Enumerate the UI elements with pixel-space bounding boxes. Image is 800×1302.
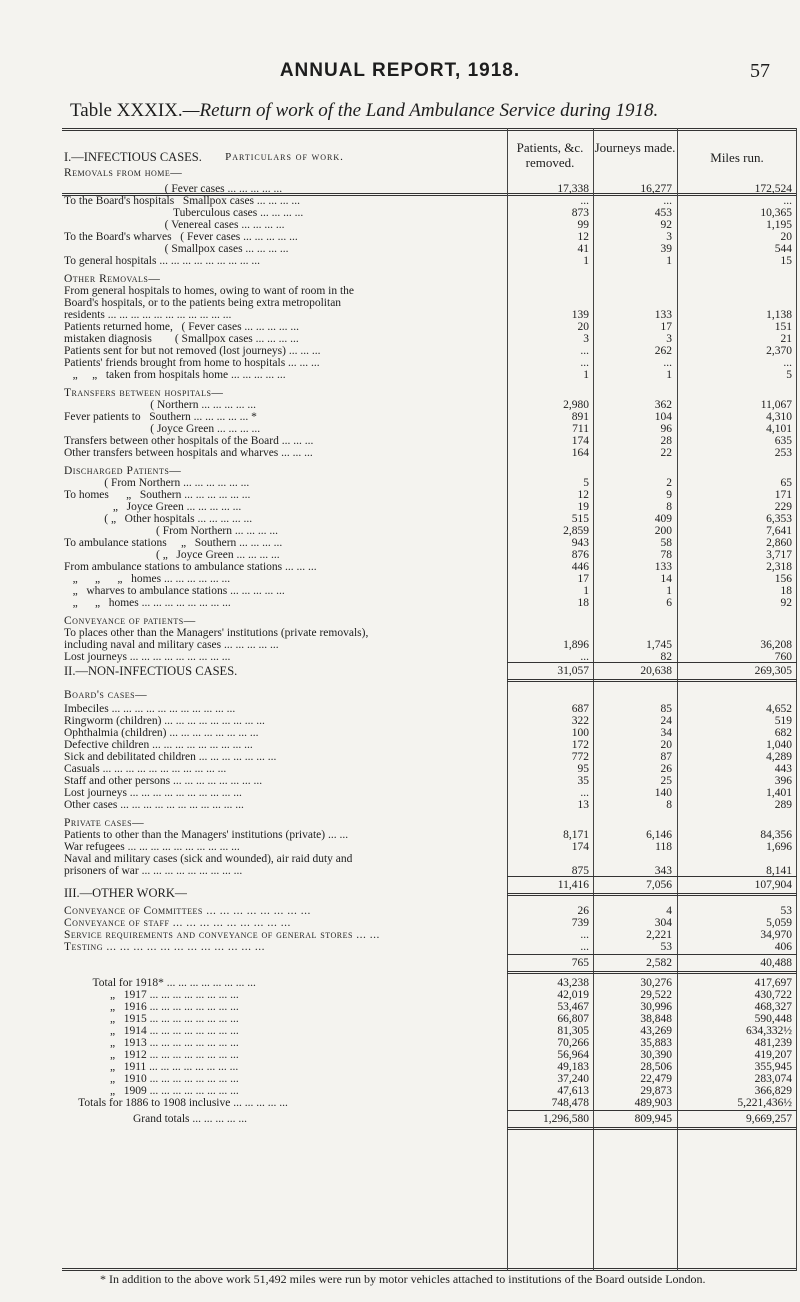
journeys-value: 3 bbox=[666, 333, 672, 345]
patients-value: 35 bbox=[577, 775, 589, 787]
row-label: „ 1911 ... ... ... ... ... ... ... ... bbox=[64, 1061, 239, 1073]
journeys-value: 2,221 bbox=[646, 929, 672, 941]
miles-value: 269,305 bbox=[754, 665, 792, 677]
row-label: War refugees ... ... ... ... ... ... ... ... ... ... bbox=[64, 841, 240, 853]
miles-value: 229 bbox=[774, 501, 792, 513]
row-label: To places other than the Managers' institutions (private removals), bbox=[64, 627, 369, 639]
row-label: Naval and military cases (sick and wounded), air raid duty and bbox=[64, 853, 353, 865]
patients-value: 3 bbox=[583, 333, 589, 345]
row-label: Fever patients to Southern ... ... ... ... ... * bbox=[64, 411, 257, 423]
journeys-value: 262 bbox=[654, 345, 672, 357]
miles-value: ... bbox=[783, 195, 792, 207]
journeys-value: 200 bbox=[654, 525, 672, 537]
journeys-value: 489,903 bbox=[634, 1097, 672, 1109]
row-label: I.—INFECTIOUS CASES. bbox=[64, 150, 202, 164]
journeys-value: 2,582 bbox=[646, 957, 672, 969]
patients-value: 446 bbox=[571, 561, 589, 573]
patients-value: ... bbox=[580, 345, 589, 357]
journeys-value: 43,269 bbox=[640, 1025, 672, 1037]
row-label: To the Board's hospitals Smallpox cases ... ... ... ... bbox=[64, 195, 301, 207]
miles-value: 635 bbox=[774, 435, 792, 447]
patients-value: 1,896 bbox=[563, 639, 589, 651]
row-label: „ „ homes ... ... ... ... ... ... ... ... bbox=[64, 597, 231, 609]
miles-value: 5 bbox=[786, 369, 792, 381]
patients-value: 70,266 bbox=[557, 1037, 589, 1049]
row-label: prisoners of war ... ... ... ... ... ... ... ... ... bbox=[64, 865, 243, 877]
journeys-value: 20,638 bbox=[640, 665, 672, 677]
miles-value: 7,641 bbox=[766, 525, 792, 537]
row-label: „ „ taken from hospitals home ... ... ... ... ... bbox=[64, 369, 286, 381]
journeys-value: 9 bbox=[666, 489, 672, 501]
patients-value: 172 bbox=[571, 739, 589, 751]
journeys-value: 78 bbox=[660, 549, 672, 561]
miles-value: 84,356 bbox=[760, 829, 792, 841]
row-label: „ wharves to ambulance stations ... ... ... ... ... bbox=[64, 585, 285, 597]
miles-value: 283,074 bbox=[754, 1073, 792, 1085]
row-label: III.—OTHER WORK— bbox=[64, 886, 188, 900]
row-label: Ringworm (children) ... ... ... ... ... ... ... ... ... bbox=[64, 715, 265, 727]
journeys-value: 25 bbox=[660, 775, 672, 787]
journeys-value: 20 bbox=[660, 739, 672, 751]
miles-value: 366,829 bbox=[754, 1085, 792, 1097]
miles-value: 3,717 bbox=[766, 549, 792, 561]
journeys-value: 53 bbox=[660, 941, 672, 953]
miles-value: 2,860 bbox=[766, 537, 792, 549]
journeys-value: 8 bbox=[666, 799, 672, 811]
patients-value: 12 bbox=[577, 231, 589, 243]
journeys-value: 29,873 bbox=[640, 1085, 672, 1097]
journeys-value: 96 bbox=[660, 423, 672, 435]
miles-value: 544 bbox=[774, 243, 792, 255]
table-bottom-rule bbox=[62, 1268, 797, 1271]
patients-value: 748,478 bbox=[551, 1097, 589, 1109]
column-header-journeys: Journeys made. bbox=[594, 140, 676, 155]
row-label: From ambulance stations to ambulance stations ... ... ... bbox=[64, 561, 317, 573]
row-label: To the Board's wharves ( Fever cases ... ... ... ... ... bbox=[64, 231, 298, 243]
row-label: From general hospitals to homes, owing to want of room in the bbox=[64, 285, 355, 297]
miles-value: 156 bbox=[774, 573, 792, 585]
row-label: Conveyance of Committees ... ... ... ... ... ... ... ... bbox=[64, 905, 311, 917]
patients-value: ... bbox=[580, 929, 589, 941]
table-caption bbox=[70, 100, 658, 122]
journeys-value: 1 bbox=[666, 255, 672, 267]
row-label: „ 1910 ... ... ... ... ... ... ... ... bbox=[64, 1073, 239, 1085]
row-label: Totals for 1886 to 1908 inclusive ... ... ... ... ... bbox=[64, 1097, 288, 1109]
journeys-value: 118 bbox=[655, 841, 672, 853]
journeys-value: 133 bbox=[654, 309, 672, 321]
patients-value: ... bbox=[580, 787, 589, 799]
miles-value: 1,138 bbox=[766, 309, 792, 321]
row-label: To general hospitals ... ... ... ... ... ... ... ... ... bbox=[64, 255, 260, 267]
patients-value: 1 bbox=[583, 369, 589, 381]
miles-value: 519 bbox=[774, 715, 792, 727]
row-label: Other Removals— bbox=[64, 273, 161, 285]
miles-value: 171 bbox=[774, 489, 792, 501]
miles-value: 6,353 bbox=[766, 513, 792, 525]
miles-value: 443 bbox=[774, 763, 792, 775]
miles-value: 2,318 bbox=[766, 561, 792, 573]
patients-value: 56,964 bbox=[557, 1049, 589, 1061]
row-label: Patients sent for but not removed (lost journeys) ... ... ... bbox=[64, 345, 321, 357]
row-label: Lost journeys ... ... ... ... ... ... ... ... ... bbox=[64, 651, 231, 663]
patients-value: 322 bbox=[571, 715, 589, 727]
row-label: ( „ Other hospitals ... ... ... ... ... bbox=[64, 513, 253, 525]
patients-value: 739 bbox=[571, 917, 589, 929]
patients-value: 11,416 bbox=[557, 879, 589, 891]
table-row bbox=[62, 596, 797, 610]
row-label: residents ... ... ... ... ... ... ... ... ... ... ... bbox=[64, 309, 232, 321]
table-row bbox=[62, 688, 797, 702]
miles-value: 65 bbox=[780, 477, 792, 489]
row-label: Other cases ... ... ... ... ... ... ... ... ... ... ... bbox=[64, 799, 244, 811]
patients-value: 891 bbox=[571, 411, 589, 423]
row-label: Imbeciles ... ... ... ... ... ... ... ... ... ... ... bbox=[64, 703, 236, 715]
row-label: Casuals ... ... ... ... ... ... ... ... ... ... ... bbox=[64, 763, 227, 775]
miles-value: 406 bbox=[774, 941, 792, 953]
patients-value: 876 bbox=[571, 549, 589, 561]
miles-value: 760 bbox=[774, 651, 792, 663]
miles-value: 107,904 bbox=[754, 879, 792, 891]
journeys-value: 28,506 bbox=[640, 1061, 672, 1073]
patients-value: ... bbox=[580, 357, 589, 369]
miles-value: 20 bbox=[780, 231, 792, 243]
row-label: „ 1917 ... ... ... ... ... ... ... ... bbox=[64, 989, 239, 1001]
row-label: II.—NON-INFECTIOUS CASES. bbox=[64, 664, 238, 678]
subtotal-double-rule bbox=[507, 971, 797, 974]
journeys-value: 34 bbox=[660, 727, 672, 739]
row-label: Patients to other than the Managers' institutions (private) ... ... bbox=[64, 829, 349, 841]
patients-value: 13 bbox=[577, 799, 589, 811]
journeys-value: 140 bbox=[654, 787, 672, 799]
table-row bbox=[62, 1096, 797, 1110]
miles-value: 417,697 bbox=[754, 977, 792, 989]
column-header-patients: Patients, &c. removed. bbox=[516, 140, 584, 170]
journeys-value: 87 bbox=[660, 751, 672, 763]
miles-value: 10,365 bbox=[760, 207, 792, 219]
journeys-value: 409 bbox=[654, 513, 672, 525]
row-label: including naval and military cases ... ... ... ... ... bbox=[64, 639, 279, 651]
patients-value: 8,171 bbox=[563, 829, 589, 841]
patients-value: 174 bbox=[571, 841, 589, 853]
miles-value: 419,207 bbox=[754, 1049, 792, 1061]
row-label: „ Joyce Green ... ... ... ... ... bbox=[64, 501, 242, 513]
journeys-value: 104 bbox=[654, 411, 672, 423]
row-label: Patients' friends brought from home to hospitals ... ... ... bbox=[64, 357, 320, 369]
patients-value: 1 bbox=[583, 585, 589, 597]
miles-value: 40,488 bbox=[760, 957, 792, 969]
miles-value: 36,208 bbox=[760, 639, 792, 651]
row-label: Board's hospitals, or to the patients being extra metropolitan bbox=[64, 297, 342, 309]
patients-value: 47,613 bbox=[557, 1085, 589, 1097]
miles-value: 682 bbox=[774, 727, 792, 739]
patients-value: 18 bbox=[577, 597, 589, 609]
subtotal-rule bbox=[507, 1110, 797, 1111]
row-label: Service requirements and conveyance of general stores ... ... bbox=[64, 929, 380, 941]
row-label: „ 1913 ... ... ... ... ... ... ... ... bbox=[64, 1037, 239, 1049]
patients-value: 772 bbox=[571, 751, 589, 763]
row-label: Transfers between other hospitals of the Board ... ... ... bbox=[64, 435, 314, 447]
row-label: Private cases— bbox=[64, 817, 145, 829]
miles-value: 5,059 bbox=[766, 917, 792, 929]
row-label: Testing ... ... ... ... ... ... ... ... ... ... ... ... bbox=[64, 941, 265, 953]
row-label: Tuberculous cases ... ... ... ... bbox=[64, 207, 304, 219]
patients-value: 943 bbox=[571, 537, 589, 549]
miles-value: 34,970 bbox=[760, 929, 792, 941]
miles-value: 1,195 bbox=[766, 219, 792, 231]
patients-value: 100 bbox=[571, 727, 589, 739]
patients-value: ... bbox=[580, 941, 589, 953]
journeys-value: 22,479 bbox=[640, 1073, 672, 1085]
table-row bbox=[62, 664, 797, 678]
journeys-value: 82 bbox=[660, 651, 672, 663]
patients-value: ... bbox=[580, 651, 589, 663]
patients-value: 95 bbox=[577, 763, 589, 775]
row-label: „ 1915 ... ... ... ... ... ... ... ... bbox=[64, 1013, 239, 1025]
row-label: „ 1914 ... ... ... ... ... ... ... ... bbox=[64, 1025, 239, 1037]
journeys-value: 8 bbox=[666, 501, 672, 513]
miles-value: 53 bbox=[780, 905, 792, 917]
journeys-value: 809,945 bbox=[634, 1113, 672, 1125]
patients-value: 2,980 bbox=[563, 399, 589, 411]
miles-value: 18 bbox=[780, 585, 792, 597]
row-label: ( Smallpox cases ... ... ... ... bbox=[64, 243, 289, 255]
row-label: ( Venereal cases ... ... ... ... bbox=[64, 219, 285, 231]
row-label: Sick and debilitated children ... ... ... ... ... ... ... bbox=[64, 751, 277, 763]
journeys-value: 453 bbox=[654, 207, 672, 219]
journeys-value: 362 bbox=[654, 399, 672, 411]
miles-value: 2,370 bbox=[766, 345, 792, 357]
table-row bbox=[62, 886, 797, 900]
journeys-value: 1 bbox=[666, 585, 672, 597]
row-label: Other transfers between hospitals and wharves ... ... ... bbox=[64, 447, 313, 459]
row-label: Grand totals ... ... ... ... ... bbox=[64, 1113, 248, 1125]
row-label: Board's cases— bbox=[64, 689, 148, 701]
row-label: Ophthalmia (children) ... ... ... ... ... ... ... ... bbox=[64, 727, 259, 739]
row-label: ( From Northern ... ... ... ... ... ... bbox=[64, 477, 250, 489]
patients-value: 164 bbox=[571, 447, 589, 459]
report-title: ANNUAL REPORT, 1918. bbox=[279, 60, 521, 81]
patients-value: 43,238 bbox=[557, 977, 589, 989]
patients-value: 37,240 bbox=[557, 1073, 589, 1085]
patients-value: ... bbox=[580, 195, 589, 207]
patients-value: 31,057 bbox=[557, 665, 589, 677]
miles-value: 4,652 bbox=[766, 703, 792, 715]
row-label: Conveyance of staff ... ... ... ... ... ... ... ... ... bbox=[64, 917, 291, 929]
miles-value: 172,524 bbox=[754, 183, 792, 195]
journeys-value: 16,277 bbox=[640, 183, 672, 195]
row-label: Removals from home— bbox=[64, 167, 183, 179]
patients-value: 99 bbox=[577, 219, 589, 231]
patients-value: 5 bbox=[583, 477, 589, 489]
row-label: mistaken diagnosis ( Smallpox cases ... ... ... ... bbox=[64, 333, 299, 345]
journeys-value: 3 bbox=[666, 231, 672, 243]
journeys-value: ... bbox=[663, 357, 672, 369]
row-label: „ 1912 ... ... ... ... ... ... ... ... bbox=[64, 1049, 239, 1061]
journeys-value: 14 bbox=[660, 573, 672, 585]
row-label: „ 1909 ... ... ... ... ... ... ... ... bbox=[64, 1085, 239, 1097]
patients-value: 873 bbox=[571, 207, 589, 219]
patients-value: 711 bbox=[572, 423, 589, 435]
row-label: ( Joyce Green ... ... ... ... bbox=[64, 423, 261, 435]
journeys-value: 28 bbox=[660, 435, 672, 447]
table-row bbox=[62, 956, 797, 970]
journeys-value: 1 bbox=[666, 369, 672, 381]
page-number: 57 bbox=[750, 60, 770, 82]
table-title: —Return of work of the Land Ambulance Service during 1918. bbox=[182, 100, 659, 121]
journeys-value: 24 bbox=[660, 715, 672, 727]
patients-value: 139 bbox=[571, 309, 589, 321]
patients-value: 41 bbox=[577, 243, 589, 255]
miles-value: 15 bbox=[780, 255, 792, 267]
patients-value: 12 bbox=[577, 489, 589, 501]
miles-value: 468,327 bbox=[754, 1001, 792, 1013]
table-row bbox=[62, 940, 797, 954]
journeys-value: 6 bbox=[666, 597, 672, 609]
row-label: ( From Northern ... ... ... ... bbox=[64, 525, 279, 537]
journeys-value: 1,745 bbox=[646, 639, 672, 651]
miles-value: 481,239 bbox=[754, 1037, 792, 1049]
row-label: Total for 1918* ... ... ... ... ... ... ... ... bbox=[64, 977, 256, 989]
patients-value: 515 bbox=[571, 513, 589, 525]
patients-value: 42,019 bbox=[557, 989, 589, 1001]
patients-value: 17,338 bbox=[557, 183, 589, 195]
miles-value: 11,067 bbox=[760, 399, 792, 411]
ambulance-table bbox=[62, 128, 797, 1271]
miles-value: 4,289 bbox=[766, 751, 792, 763]
patients-value: 2,859 bbox=[563, 525, 589, 537]
subtotal-rule bbox=[507, 662, 797, 663]
miles-value: 1,040 bbox=[766, 739, 792, 751]
row-label: ( „ Joyce Green ... ... ... ... bbox=[64, 549, 280, 561]
miles-value: 430,722 bbox=[754, 989, 792, 1001]
miles-value: 8,141 bbox=[766, 865, 792, 877]
row-label: To ambulance stations „ Southern ... ... ... ... bbox=[64, 537, 283, 549]
row-label: „ 1916 ... ... ... ... ... ... ... ... bbox=[64, 1001, 239, 1013]
table-row bbox=[62, 254, 797, 268]
patients-value: 875 bbox=[571, 865, 589, 877]
patients-value: 26 bbox=[577, 905, 589, 917]
miles-value: ... bbox=[783, 357, 792, 369]
patients-value: 20 bbox=[577, 321, 589, 333]
journeys-value: 92 bbox=[660, 219, 672, 231]
journeys-value: 2 bbox=[666, 477, 672, 489]
patients-value: 1 bbox=[583, 255, 589, 267]
journeys-value: 58 bbox=[660, 537, 672, 549]
row-label: Conveyance of patients— bbox=[64, 615, 196, 627]
miles-value: 253 bbox=[774, 447, 792, 459]
miles-value: 590,448 bbox=[754, 1013, 792, 1025]
patients-value: 53,467 bbox=[557, 1001, 589, 1013]
journeys-value: 30,996 bbox=[640, 1001, 672, 1013]
patients-value: 49,183 bbox=[557, 1061, 589, 1073]
patients-value: 687 bbox=[571, 703, 589, 715]
row-label: „ „ „ homes ... ... ... ... ... ... bbox=[64, 573, 231, 585]
column-header-miles: Miles run. bbox=[710, 150, 764, 165]
patients-value: 66,807 bbox=[557, 1013, 589, 1025]
subtotal-double-rule bbox=[507, 1127, 797, 1130]
journeys-value: 4 bbox=[666, 905, 672, 917]
miles-value: 1,696 bbox=[766, 841, 792, 853]
journeys-value: 133 bbox=[654, 561, 672, 573]
row-label: ( Fever cases ... ... ... ... ... bbox=[64, 183, 283, 195]
table-row bbox=[62, 1112, 797, 1126]
journeys-value: 38,848 bbox=[640, 1013, 672, 1025]
table-row bbox=[62, 798, 797, 812]
subtotal-double-rule bbox=[507, 679, 797, 682]
journeys-value: 7,056 bbox=[646, 879, 672, 891]
subtotal-rule bbox=[507, 954, 797, 955]
journeys-value: 39 bbox=[660, 243, 672, 255]
miles-value: 151 bbox=[774, 321, 792, 333]
miles-value: 21 bbox=[780, 333, 792, 345]
journeys-value: 343 bbox=[654, 865, 672, 877]
patients-value: 1,296,580 bbox=[543, 1113, 589, 1125]
journeys-value: 22 bbox=[660, 447, 672, 459]
miles-value: 4,310 bbox=[766, 411, 792, 423]
journeys-value: ... bbox=[663, 195, 672, 207]
journeys-value: 304 bbox=[654, 917, 672, 929]
subtotal-rule bbox=[507, 876, 797, 877]
journeys-value: 17 bbox=[660, 321, 672, 333]
miles-value: 1,401 bbox=[766, 787, 792, 799]
table-top-rule bbox=[62, 128, 797, 131]
row-label: Discharged Patients— bbox=[64, 465, 182, 477]
row-label: To homes „ Southern ... ... ... ... ... ... bbox=[64, 489, 251, 501]
miles-value: 4,101 bbox=[766, 423, 792, 435]
column-header-particulars: Particulars of work. bbox=[225, 151, 344, 163]
journeys-value: 30,276 bbox=[640, 977, 672, 989]
journeys-value: 30,390 bbox=[640, 1049, 672, 1061]
patients-value: 765 bbox=[571, 957, 589, 969]
row-label: Defective children ... ... ... ... ... ... ... ... ... bbox=[64, 739, 253, 751]
table-row bbox=[62, 166, 797, 180]
row-label: Staff and other persons ... ... ... ... ... ... ... ... bbox=[64, 775, 263, 787]
patients-value: 174 bbox=[571, 435, 589, 447]
miles-value: 9,669,257 bbox=[746, 1113, 792, 1125]
footnote: * In addition to the above work 51,492 miles were run by motor vehicles attached to institutions of the Board outside London. bbox=[100, 1272, 706, 1286]
miles-value: 355,945 bbox=[754, 1061, 792, 1073]
journeys-value: 26 bbox=[660, 763, 672, 775]
journeys-value: 85 bbox=[660, 703, 672, 715]
table-row bbox=[62, 446, 797, 460]
journeys-value: 29,522 bbox=[640, 989, 672, 1001]
miles-value: 289 bbox=[774, 799, 792, 811]
table-row bbox=[62, 150, 797, 164]
miles-value: 5,221,436½ bbox=[737, 1097, 792, 1109]
row-label: Lost journeys ... ... ... ... ... ... ... ... ... ... bbox=[64, 787, 242, 799]
table-number: Table XXXIX. bbox=[70, 100, 183, 121]
miles-value: 92 bbox=[780, 597, 792, 609]
journeys-value: 6,146 bbox=[646, 829, 672, 841]
row-label: Patients returned home, ( Fever cases ... ... ... ... ... bbox=[64, 321, 300, 333]
patients-value: 19 bbox=[577, 501, 589, 513]
miles-value: 396 bbox=[774, 775, 792, 787]
patients-value: 17 bbox=[577, 573, 589, 585]
row-label: Transfers between hospitals— bbox=[64, 387, 224, 399]
patients-value: 81,305 bbox=[557, 1025, 589, 1037]
table-row bbox=[62, 368, 797, 382]
row-label: ( Northern ... ... ... ... ... bbox=[64, 399, 256, 411]
miles-value: 634,332½ bbox=[746, 1025, 792, 1037]
journeys-value: 35,883 bbox=[640, 1037, 672, 1049]
